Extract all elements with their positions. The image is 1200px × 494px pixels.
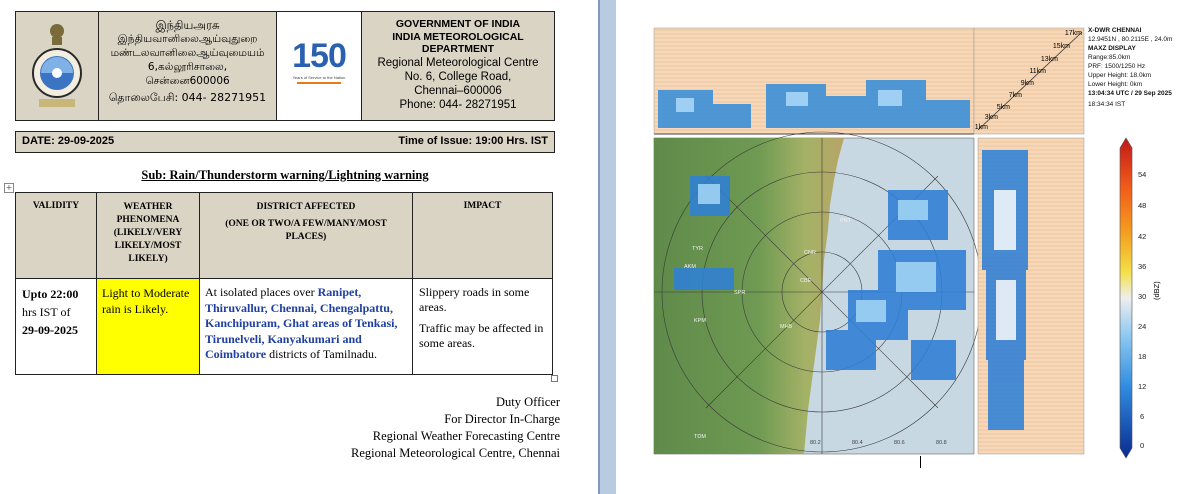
city-label: KPM — [694, 318, 706, 324]
scale-label: 24 — [1138, 322, 1147, 331]
radar-ist-time: 18:34:34 IST — [1088, 101, 1126, 108]
logo-150-text: 150 — [292, 37, 346, 75]
lon-tick: 80.8 — [936, 440, 947, 446]
city-label: CNR — [804, 250, 816, 256]
date-bar — [15, 131, 555, 153]
district-prefix: At isolated places over — [205, 285, 315, 299]
document-page — [0, 0, 598, 494]
signature-line1: Duty Officer — [496, 395, 560, 409]
city-label: MHB — [780, 324, 793, 330]
col-weather-header — [97, 193, 200, 279]
ashoka-emblem-icon — [27, 21, 87, 111]
scale-label: 6 — [1140, 412, 1145, 421]
logo-150-caption: Years of Service to the Nation — [292, 75, 346, 80]
scale-label: 18 — [1138, 352, 1147, 361]
signature-block — [351, 394, 560, 462]
lon-tick: 80.6 — [894, 440, 905, 446]
col-district-header — [200, 193, 413, 279]
letterhead-table — [15, 11, 555, 121]
tamil-line3: மண்டலவானிலைஆய்வுமையம் — [110, 47, 265, 59]
col-validity-header: VALIDITY — [16, 193, 97, 279]
height-13: 13km — [1040, 56, 1058, 63]
scale-label: 54 — [1138, 170, 1147, 179]
height-17: 17km — [1064, 30, 1082, 37]
color-scale-unit: (dBZ) — [1152, 281, 1161, 300]
tamil-line5: சென்னை600006 — [145, 75, 230, 87]
radar-panel — [616, 0, 1200, 494]
lon-ticks — [654, 440, 974, 454]
lon-tick: 80.4 — [852, 440, 863, 446]
col-weather-label: WEATHER PHENOMENA — [116, 202, 180, 225]
table-move-handle[interactable]: + — [5, 183, 13, 192]
text-cursor — [920, 456, 921, 468]
tamil-line2: இந்தியவானிலைஆய்வுதுறை — [117, 33, 258, 45]
radar-prf: PRF: 1500/1250 Hz — [1088, 63, 1146, 70]
impact-line2: Traffic may be affected in some areas. — [419, 321, 544, 350]
logo-150-underline — [297, 82, 341, 84]
tamil-line1: இந்தியஅரசு — [155, 18, 220, 32]
height-7: 7km — [1008, 92, 1022, 99]
validity-line3: 29-09-2025 — [22, 323, 78, 337]
emblem-cell — [16, 12, 99, 121]
eng-line4: No. 6, College Road, — [404, 70, 512, 83]
city-label: TDM — [694, 434, 706, 440]
height-11: 11km — [1029, 68, 1046, 75]
color-scale-labels — [1138, 170, 1168, 450]
city-label: CBE — [800, 278, 812, 284]
radar-utc-time: 13:04:34 UTC / 29 Sep 2025 — [1088, 90, 1172, 97]
radar-range: Range:85.0km — [1088, 54, 1131, 61]
eng-line3: Regional Meteorological Centre — [377, 56, 539, 69]
imd150-logo-cell — [277, 12, 362, 121]
eng-line5: Chennai–600006 — [414, 84, 502, 97]
eng-line2: INDIA METEOROLOGICAL DEPARTMENT — [392, 30, 524, 55]
height-15: 15km — [1052, 43, 1070, 50]
signature-line2: For Director In-Charge — [444, 412, 560, 426]
scale-label: 36 — [1138, 262, 1147, 271]
radar-lower-height: Lower Height: 0km — [1088, 81, 1143, 88]
col-weather-sublabel: (LIKELY/VERY LIKELY/MOST LIKELY) — [113, 228, 183, 264]
color-scale-bar — [1116, 136, 1136, 460]
height-3: 3km — [984, 114, 998, 121]
district-cell — [200, 279, 413, 375]
issue-date: DATE: 29-09-2025 — [22, 135, 115, 147]
height-scale — [976, 30, 1084, 134]
warning-table — [15, 192, 553, 375]
scale-label: 48 — [1138, 201, 1147, 210]
phenomena-text: Light to Moderate rain is Likely. — [102, 286, 190, 316]
height-9: 9km — [1020, 80, 1034, 87]
english-address-cell — [362, 12, 555, 121]
city-label: AKM — [684, 264, 696, 270]
radar-coords: 12.9451N , 80.2115E , 24.0m — [1088, 36, 1173, 43]
radar-info — [1088, 26, 1200, 109]
height-1: 1km — [974, 124, 988, 131]
validity-cell — [16, 279, 97, 375]
col-district-label: DISTRICT AFFECTED — [256, 202, 356, 212]
scale-label: 12 — [1138, 382, 1147, 391]
tamil-address-cell — [99, 12, 277, 121]
time-of-issue: Time of Issue: 19:00 Hrs. IST — [398, 135, 548, 147]
validity-line1: Upto 22:00 — [22, 287, 79, 301]
scale-label: 42 — [1138, 232, 1147, 241]
impact-cell — [413, 279, 553, 375]
height-5: 5km — [996, 104, 1010, 111]
col-district-sublabel: (ONE OR TWO/A FEW/MANY/MOST PLACES) — [225, 219, 387, 242]
tamil-line4: 6,கல்லூரிசாலை, — [147, 61, 228, 73]
imd-150-logo — [278, 39, 360, 84]
signature-line3: Regional Weather Forecasting Centre — [372, 429, 560, 443]
table-resize-handle[interactable] — [551, 375, 558, 382]
impact-line1: Slippery roads in some areas. — [419, 285, 530, 314]
scale-label: 0 — [1140, 441, 1145, 450]
city-label: TYR — [692, 246, 703, 252]
city-label: SPR — [734, 290, 746, 296]
radar-upper-height: Upper Height: 18.0km — [1088, 72, 1152, 79]
district-list: Ranipet, Thiruvallur, Chennai, Chengalpattu, Kanchipuram, Ghat areas of Tenkasi, Tirunelveli, Kanyakumari and Coimbatore — [205, 285, 398, 361]
radar-station: X-DWR CHENNAI — [1088, 27, 1142, 34]
phenomena-cell — [97, 279, 200, 375]
district-suffix: districts of Tamilnadu. — [269, 347, 378, 361]
city-labels — [654, 138, 974, 454]
col-impact-header: IMPACT — [413, 193, 553, 279]
city-label: PNT — [840, 218, 851, 224]
signature-line4: Regional Meteorological Centre, Chennai — [351, 446, 560, 460]
subject-line: Sub: Rain/Thunderstorm warning/Lightning warning — [141, 168, 429, 182]
validity-line2: hrs IST of — [22, 305, 71, 319]
scale-label: 30 — [1138, 292, 1147, 301]
eng-line1: GOVERNMENT OF INDIA — [395, 18, 521, 30]
radar-display: MAXZ DISPLAY — [1088, 45, 1136, 52]
tamil-phone: தொலைபேசி: 044- 28271951 — [108, 91, 267, 104]
lon-tick: 80.2 — [810, 440, 821, 446]
eng-phone: Phone: 044- 28271951 — [399, 98, 517, 111]
